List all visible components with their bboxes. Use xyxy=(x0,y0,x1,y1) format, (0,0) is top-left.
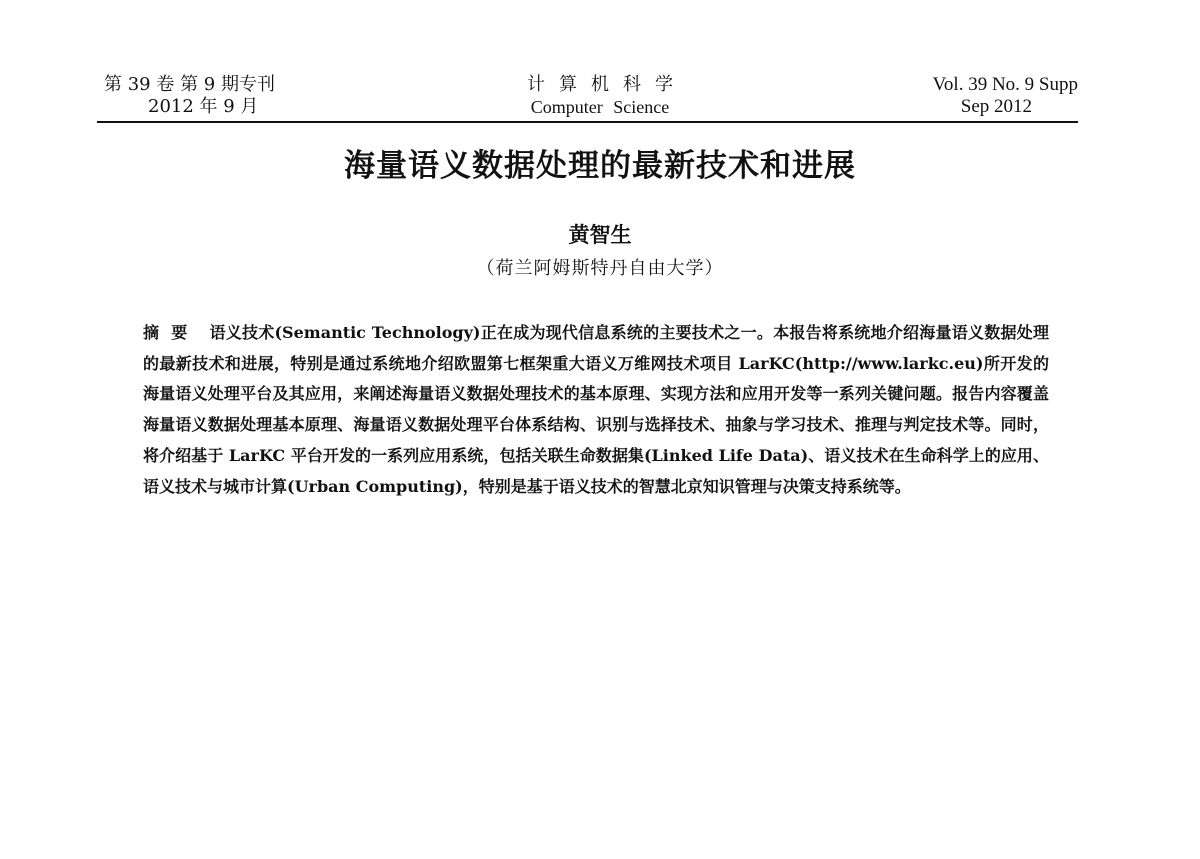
abstract-label: 摘要 xyxy=(143,323,200,342)
journal-name xyxy=(450,74,750,118)
abstract-text: 语义技术(Semantic Technology)正在成为现代信息系统的主要技术之一。本报告将系统地介绍海量语义数据处理的最新技术和进展，特别是通过系统地介绍欧盟第七框架重大语义万维网技术项目 LarKC(http://www.larkc.eu)所开发的海量语义处理平台及其应用，来阐述海量语义数据处理技术的基本原理、实现方法和应用开发等一系列关键问题。报告内容覆盖海量语义数据处理基本原理、海量语义数据处理平台体系结构、识别与选择技术、抽象与学习技术、推理与判定技术等。同时，将介绍基于 LarKC 平台开发的一系列应用系统，包括关联生命数据集(Linked Life Data)、语义技术在生命科学上的应用、语义技术与城市计算(Urban Computing)，特别是基于语义技术的智慧北京知识管理与决策支持系统等。 xyxy=(143,323,1049,496)
volume-issue-en: Vol. 39 No. 9 Supp xyxy=(932,74,1078,95)
article-title: 海量语义数据处理的最新技术和进展 xyxy=(344,148,856,184)
journal-name-cn: 计算机科学 xyxy=(527,74,687,95)
header-rule xyxy=(97,121,1078,123)
abstract xyxy=(143,318,1049,502)
author-affiliation: （荷兰阿姆斯特丹自由大学） xyxy=(476,258,724,279)
publication-date-en: Sep 2012 xyxy=(960,96,1032,117)
journal-volume-info xyxy=(104,74,275,118)
journal-volume-info-en xyxy=(933,74,1078,118)
publication-date-cn: 2012 年 9 月 xyxy=(148,96,259,117)
volume-issue: 第 39 卷 第 9 期专刊 xyxy=(104,74,275,95)
journal-name-en: Computer Science xyxy=(530,97,670,117)
article-author: 黄智生 xyxy=(568,223,632,247)
